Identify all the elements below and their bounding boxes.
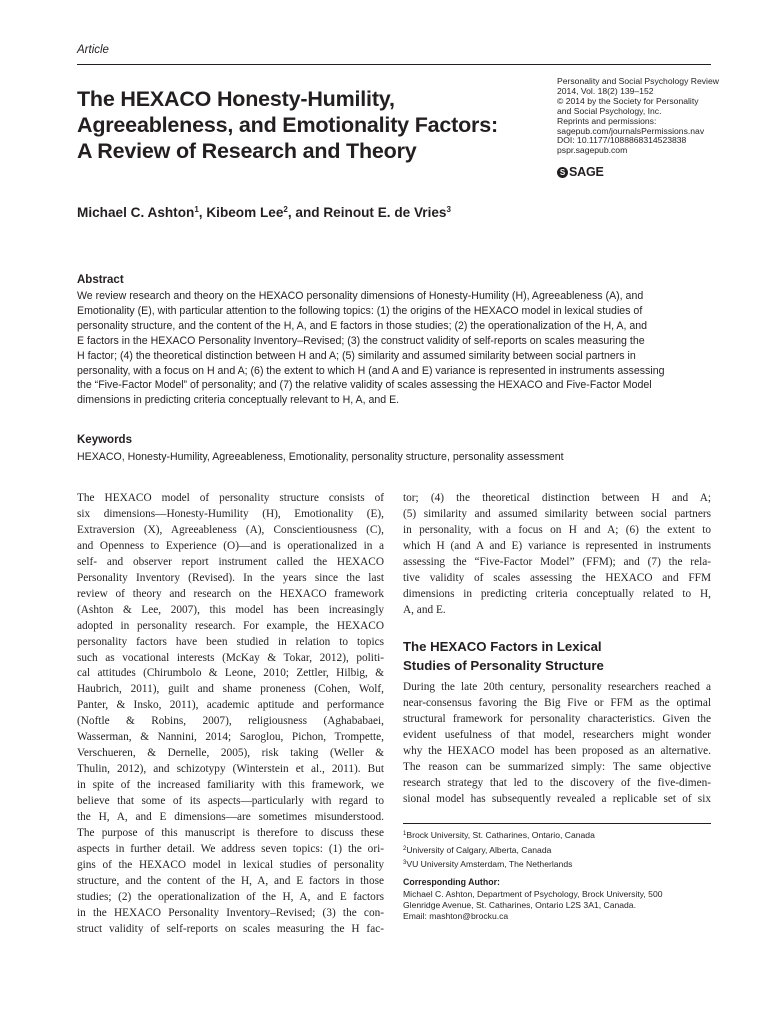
affiliation-item: $^3$VU University Amsterdam, The Netherlands: [403, 859, 573, 869]
body-text-line: (Noftle & Robins, 2007), religiousness (Aghababaei,: [77, 715, 384, 728]
publisher-logo-text: SAGE: [569, 165, 604, 179]
journal-info-line: 2014, Vol. 18(2) 139–152: [557, 85, 654, 96]
sage-logo-icon: S: [557, 167, 568, 178]
affiliation-item: $^2$University of Calgary, Alberta, Canada: [403, 844, 552, 855]
body-text-line: Verschueren, & Dernelle, 2005), risk taking (Weller &: [77, 747, 384, 760]
body-text-line: in personality, with a focus on H and A; (6) the extent to: [403, 523, 711, 536]
abstract-line: personality, with a focus on H and A; (6) the extent to which H (and A and E) variance is represented in instruments assessing: [77, 364, 665, 377]
body-text-line: research strategy that led to the discovery of the five-dimen-: [403, 776, 711, 789]
body-text-line: near-consensus favoring the Big Five or FFM as the optimal: [403, 696, 711, 709]
journal-info-line: and Social Psychology, Inc.: [557, 105, 662, 116]
title-line: A Review of Research and Theory: [77, 139, 417, 163]
body-text-line: tive validity of scales assessing the HEXACO and FFM: [403, 571, 711, 584]
article-type-label: Article: [77, 44, 109, 56]
body-column-right-intro: [403, 491, 711, 619]
author-separator: , and: [287, 205, 324, 220]
body-text-line: personality factors have been studied in relation to topics: [77, 635, 384, 648]
body-text-line: gins of the HEXACO model in lexical studies of personality: [77, 858, 384, 871]
corresponding-line: Michael C. Ashton, Department of Psychology, Brock University, 500: [403, 889, 663, 899]
paper-title: [77, 86, 532, 164]
body-text-line: six dimensions—Honesty-Humility (H), Emotionality (E),: [77, 507, 384, 520]
author-separator: ,: [198, 205, 207, 220]
journal-info-line: Reprints and permissions:: [557, 115, 657, 126]
corresponding-author: [403, 889, 711, 923]
body-text-line: Haubrich, 2011), guilt and shame proneness (Cohen, Wolf,: [77, 683, 384, 696]
body-text-line: Wasserman, & Nannini, 2014; Saroglou, Pichon, Trompette,: [77, 731, 384, 744]
abstract-line: E factors in the HEXACO Personality Inventory–Revised; (3) the construct validity of self-reports on scales measuring the: [77, 334, 645, 347]
author-name: Michael C. Ashton: [77, 205, 195, 220]
body-text-line: The purpose of this manuscript is therefore to discuss these: [77, 827, 384, 840]
body-text-line: structure, and the content of the H, A, and E factors in those: [77, 874, 384, 887]
body-text-line: tor; (4) the theoretical distinction between H and A;: [403, 492, 711, 504]
abstract-line: dimensions in predicting criteria conceptually relevant to H, A, and E.: [77, 394, 400, 407]
body-text-line: (Ashton & Lee, 2007), this model has been increasingly: [77, 603, 384, 616]
journal-info-line[interactable]: pspr.sagepub.com: [557, 145, 628, 156]
body-text-line: in spite of the increased familiarity with this framework, we: [77, 779, 384, 792]
section-heading-line: Studies of Personality Structure: [403, 658, 604, 673]
body-text-line: self- and observer report instrument called the HEXACO: [77, 555, 384, 568]
abstract-line: the “Five-Factor Model” of personality; and (7) the relative validity of scales assessing the HEXACO and Five-Factor Model: [77, 379, 652, 392]
journal-info-line: Personality and Social Psychology Review: [557, 76, 719, 86]
footnote-rule: [403, 823, 711, 824]
author-name: Reinout E. de Vries: [323, 205, 447, 220]
body-text-line: sional model has subsequently revealed a replicable set of six: [403, 792, 711, 805]
corresponding-author-heading: Corresponding Author:: [403, 877, 500, 887]
affiliation-marker: 2: [283, 205, 288, 214]
section-heading-line: The HEXACO Factors in Lexical: [403, 639, 602, 654]
body-text-line: struct validity of self-reports on scales measuring the H fac-: [77, 922, 384, 935]
body-text-line: review of theory and research on the HEXACO framework: [77, 587, 384, 600]
keywords-body: [77, 450, 711, 465]
body-text-line: adopted in personality research. For example, the HEXACO: [77, 619, 384, 632]
body-column-right-section: [403, 680, 711, 808]
body-text-line: cal attitudes (Chirumbolo & Leone, 2010; Zettler, Hilbig, &: [77, 667, 384, 680]
body-text-line: the H, A, and E dimensions—are sometimes misunderstood.: [77, 811, 384, 824]
body-text-line: Thulin, 2012), and schizotypy (Winterstein et al., 2011). But: [77, 763, 384, 776]
body-text-line: During the late 20th century, personality researchers reached a: [403, 681, 711, 693]
body-text-line: which H (and A and E) variance is represented in instruments: [403, 539, 711, 552]
abstract-body: [77, 289, 711, 408]
journal-info-line[interactable]: sagepub.com/journalsPermissions.nav: [557, 125, 705, 136]
author-list: [77, 205, 451, 220]
body-text-line: The reason can be summarized simply: The same objective: [403, 760, 711, 773]
title-line: Agreeableness, and Emotionality Factors:: [77, 113, 498, 137]
body-column-left: [77, 491, 384, 938]
body-text-line: The HEXACO model of personality structure consists of: [77, 492, 384, 504]
body-text-line: and Openness to Experience (O)—and is operationalized in a: [77, 539, 384, 552]
body-text-line: Extraversion (X), Agreeableness (A), Conscientiousness (C),: [77, 523, 384, 536]
abstract-line: We review research and theory on the HEXACO personality dimensions of Honesty-Humility (H), Agreeableness (A), and: [77, 290, 644, 302]
abstract-line: H factor; (4) the theoretical distinction between H and A; (5) similarity and assumed similarity between social partners in: [77, 349, 636, 362]
affiliation-item: $^1$Brock University, St. Catharines, Ontario, Canada: [403, 830, 595, 840]
body-text-line: assessing the “Five-Factor Model” (FFM); and (7) the rela-: [403, 555, 711, 568]
body-text-line: aspects in further detail. We address seven topics: (1) the ori-: [77, 842, 384, 855]
body-text-line: Personality Inventory (Revised). In the years since the last: [77, 571, 384, 584]
body-text-line: structural framework for personality characteristics. Given the: [403, 712, 711, 725]
body-text-line: dimensions in predicting criteria conceptually related to H,: [403, 587, 711, 600]
body-text-line: believe that some of its aspects—particularly with regard to: [77, 795, 384, 808]
abstract-line: Emotionality (E), with particular attention to the following topics: (1) the origins of the HEXACO model in lexical studies of: [77, 304, 643, 317]
corresponding-line: Glenridge Avenue, St. Catharines, Ontario L2S 3A1, Canada.: [403, 900, 636, 911]
journal-info-line[interactable]: DOI: 10.1177/1088868314523838: [557, 135, 687, 146]
affiliations: [403, 828, 711, 872]
journal-info: [557, 77, 732, 156]
section-heading: [403, 637, 711, 675]
title-line: The HEXACO Honesty-Humility,: [77, 87, 395, 111]
abstract-heading: Abstract: [77, 274, 124, 286]
body-text-line: Panter, & Insko, 2011), academic aptitude and performance: [77, 699, 384, 712]
body-text-line: evident usefulness of that model, researchers might wonder: [403, 728, 711, 741]
body-text-line: why the HEXACO model has been proposed as an alternative.: [403, 744, 711, 757]
corresponding-line[interactable]: Email: mashton@brocku.ca: [403, 911, 509, 922]
publisher-logo: [557, 165, 604, 179]
journal-info-line: © 2014 by the Society for Personality: [557, 95, 699, 106]
body-text-line: studies; (2) the operationalization of the H, A, and E factors: [77, 890, 384, 903]
abstract-line: personality structure, and the content of the H, A, and E factors in those studies; (2) the operationalization of the H, A, and: [77, 319, 648, 332]
keywords-heading: Keywords: [77, 434, 132, 446]
keywords-text: HEXACO, Honesty-Humility, Agreeableness, Emotionality, personality structure, personality assessment: [77, 451, 564, 463]
affiliation-marker: 1: [194, 205, 199, 214]
affiliation-marker: 3: [446, 205, 451, 214]
body-text-line: such as vocational interests (McKay & Tokar, 2012), politi-: [77, 651, 384, 664]
body-text-line: (5) similarity and assumed similarity between social partners: [403, 507, 711, 520]
body-text-line: A, and E.: [403, 603, 446, 616]
header-rule: [77, 64, 711, 65]
body-text-line: in the HEXACO Personality Inventory–Revised; (3) the con-: [77, 906, 384, 919]
author-name: Kibeom Lee: [206, 205, 284, 220]
